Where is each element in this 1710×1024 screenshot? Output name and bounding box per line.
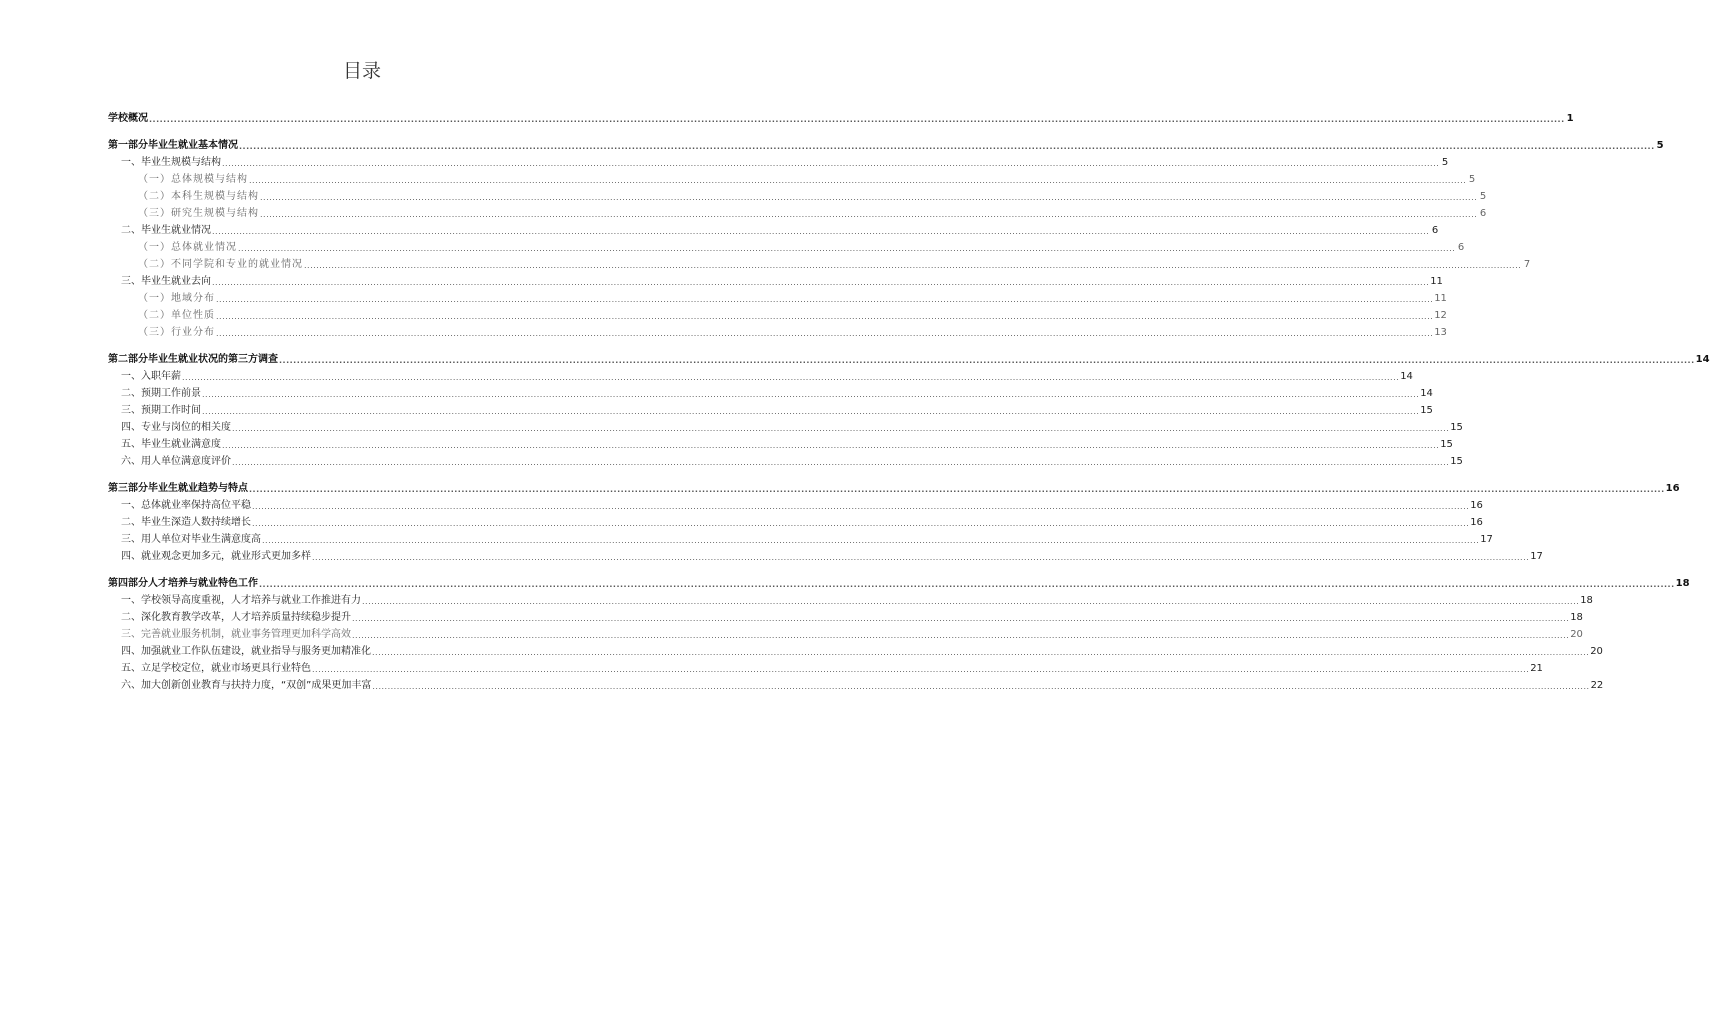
toc-entry[interactable] <box>108 366 1413 383</box>
toc-entry[interactable] <box>108 624 1583 641</box>
toc-entry[interactable] <box>108 254 1531 271</box>
dot-leader: ................................................................................................................................................................................................................................................................................................................................................................................................................ <box>352 614 1570 623</box>
dot-leader: ................................................................................................................................................................................................................................................................................................................................................................................................................ <box>202 390 1420 399</box>
dot-leader: ................................................................................................................................................................................................................................................................................................................................................................................................................ <box>202 407 1420 416</box>
toc-page-number: 5 <box>1479 191 1487 202</box>
toc-page-number: 6 <box>1431 225 1439 236</box>
dot-leader: ................................................................................................................................................................................................................................................................................................................................................................................................................ <box>222 441 1440 450</box>
dot-leader: ................................................................................................................................................................................................................................................................................................................................................................................................................ <box>259 580 1675 589</box>
toc-page-number: 6 <box>1479 208 1487 219</box>
toc-page-number: 5 <box>1441 157 1449 168</box>
dot-leader: ................................................................................................................................................................................................................................................................................................................................................................................................................ <box>238 244 1456 253</box>
toc-entry-label: （二）本科生规模与结构 <box>138 191 259 202</box>
toc-entry-label: （一）地域分布 <box>138 293 215 304</box>
toc-entry-label: （二）单位性质 <box>138 310 215 321</box>
toc-page-number: 13 <box>1434 327 1447 338</box>
toc-entry[interactable] <box>108 434 1453 451</box>
toc-page-number: 20 <box>1590 646 1603 657</box>
toc-part-entry[interactable] <box>108 135 1664 152</box>
dot-leader: ................................................................................................................................................................................................................................................................................................................................................................................................................ <box>149 115 1565 124</box>
toc-entry[interactable] <box>108 186 1487 203</box>
toc-entry[interactable] <box>108 512 1483 529</box>
toc-page-number: 17 <box>1530 551 1543 562</box>
toc-entry-label: 三、用人单位对毕业生满意度高 <box>121 534 261 545</box>
toc-entry[interactable] <box>108 169 1476 186</box>
toc-page-number: 20 <box>1570 629 1583 640</box>
toc-page-number: 15 <box>1450 422 1463 433</box>
toc-page-number: 1 <box>1566 113 1574 124</box>
toc-entry-label: 第三部分毕业生就业趋势与特点 <box>108 483 248 494</box>
toc-entry-label: 三、毕业生就业去向 <box>121 276 211 287</box>
toc-entry-label: （一）总体规模与结构 <box>138 174 248 185</box>
dot-leader: ................................................................................................................................................................................................................................................................................................................................................................................................................ <box>352 631 1570 640</box>
toc-entry[interactable] <box>108 590 1593 607</box>
dot-leader: ................................................................................................................................................................................................................................................................................................................................................................................................................ <box>312 553 1530 562</box>
dot-leader: ................................................................................................................................................................................................................................................................................................................................................................................................................ <box>260 210 1478 219</box>
toc-entry[interactable] <box>108 658 1543 675</box>
toc-page-number: 18 <box>1675 578 1690 589</box>
toc-entry-label: 二、预期工作前景 <box>121 388 201 399</box>
dot-leader: ................................................................................................................................................................................................................................................................................................................................................................................................................ <box>182 373 1400 382</box>
toc-page-number: 11 <box>1434 293 1447 304</box>
toc-entry[interactable] <box>108 203 1487 220</box>
toc-entry[interactable] <box>108 383 1433 400</box>
toc-entry[interactable] <box>108 529 1493 546</box>
dot-leader: ................................................................................................................................................................................................................................................................................................................................................................................................................ <box>216 312 1434 321</box>
toc-page-number: 7 <box>1523 259 1531 270</box>
toc-entry[interactable] <box>108 220 1439 237</box>
toc-page-number: 14 <box>1420 388 1433 399</box>
toc-entry-label: 第四部分人才培养与就业特色工作 <box>108 578 258 589</box>
toc-part-entry[interactable] <box>108 478 1680 495</box>
toc-entry-label: 三、完善就业服务机制，就业事务管理更加科学高效 <box>121 629 351 640</box>
toc-entry[interactable] <box>108 417 1463 434</box>
toc-page-number: 16 <box>1665 483 1680 494</box>
toc-entry-label: 第二部分毕业生就业状况的第三方调查 <box>108 354 278 365</box>
dot-leader: ................................................................................................................................................................................................................................................................................................................................................................................................................ <box>252 519 1470 528</box>
toc-entry-label: 二、毕业生深造人数持续增长 <box>121 517 251 528</box>
dot-leader: ................................................................................................................................................................................................................................................................................................................................................................................................................ <box>279 356 1695 365</box>
toc-page-number: 16 <box>1470 500 1483 511</box>
toc-entry[interactable] <box>108 641 1603 658</box>
toc-entry[interactable] <box>108 305 1447 322</box>
toc-page-number: 18 <box>1580 595 1593 606</box>
dot-leader: ................................................................................................................................................................................................................................................................................................................................................................................................................ <box>362 597 1580 606</box>
toc-entry[interactable] <box>108 271 1443 288</box>
toc-entry-label: 五、立足学校定位，就业市场更具行业特色 <box>121 663 311 674</box>
dot-leader: ................................................................................................................................................................................................................................................................................................................................................................................................................ <box>312 665 1530 674</box>
dot-leader: ................................................................................................................................................................................................................................................................................................................................................................................................................ <box>249 485 1665 494</box>
toc-title: 目录 <box>342 60 381 82</box>
toc-entry-label: 二、深化教育教学改革，人才培养质量持续稳步提升 <box>121 612 351 623</box>
toc-entry-label: （二）不同学院和专业的就业情况 <box>138 259 303 270</box>
toc-page-number: 14 <box>1695 354 1710 365</box>
toc-entry[interactable] <box>108 451 1463 468</box>
dot-leader: ................................................................................................................................................................................................................................................................................................................................................................................................................ <box>232 424 1450 433</box>
toc-page-number: 21 <box>1530 663 1543 674</box>
dot-leader: ................................................................................................................................................................................................................................................................................................................................................................................................................ <box>216 295 1434 304</box>
toc-page-number: 12 <box>1434 310 1447 321</box>
toc-entry[interactable] <box>108 288 1447 305</box>
toc-page-number: 18 <box>1570 612 1583 623</box>
toc-page-number: 22 <box>1590 680 1604 691</box>
dot-leader: ................................................................................................................................................................................................................................................................................................................................................................................................................ <box>304 261 1522 270</box>
toc-entry-label: （三）研究生规模与结构 <box>138 208 259 219</box>
toc-entry-label: 五、毕业生就业满意度 <box>121 439 221 450</box>
toc-page-number: 17 <box>1480 534 1493 545</box>
table-of-contents <box>108 108 1710 692</box>
toc-page-number: 6 <box>1457 242 1465 253</box>
toc-page-number: 5 <box>1656 140 1664 151</box>
dot-leader: ................................................................................................................................................................................................................................................................................................................................................................................................................ <box>222 159 1440 168</box>
toc-entry-label: （一）总体就业情况 <box>138 242 237 253</box>
toc-page-number: 11 <box>1430 276 1443 287</box>
dot-leader: ................................................................................................................................................................................................................................................................................................................................................................................................................ <box>372 682 1590 691</box>
toc-entry-label: 一、入职年薪 <box>121 371 181 382</box>
toc-part-entry[interactable] <box>108 108 1574 125</box>
toc-page-number: 16 <box>1470 517 1483 528</box>
dot-leader: ................................................................................................................................................................................................................................................................................................................................................................................................................ <box>212 278 1430 287</box>
toc-page-number: 15 <box>1420 405 1433 416</box>
toc-entry-label: （三）行业分布 <box>138 327 215 338</box>
toc-entry[interactable] <box>108 322 1447 339</box>
toc-entry[interactable] <box>108 152 1449 169</box>
dot-leader: ................................................................................................................................................................................................................................................................................................................................................................................................................ <box>262 536 1480 545</box>
dot-leader: ................................................................................................................................................................................................................................................................................................................................................................................................................ <box>239 142 1655 151</box>
toc-entry-label: 四、专业与岗位的相关度 <box>121 422 231 433</box>
toc-entry-label: 四、就业观念更加多元，就业形式更加多样 <box>121 551 311 562</box>
toc-page-number: 5 <box>1468 174 1476 185</box>
toc-entry-label: 二、毕业生就业情况 <box>121 225 211 236</box>
toc-page-number: 15 <box>1450 456 1463 467</box>
toc-entry-label: 一、学校领导高度重视，人才培养与就业工作推进有力 <box>121 595 361 606</box>
toc-entry[interactable] <box>108 675 1604 692</box>
dot-leader: ................................................................................................................................................................................................................................................................................................................................................................................................................ <box>212 227 1430 236</box>
toc-entry-label: 三、预期工作时间 <box>121 405 201 416</box>
toc-entry-label: 四、加强就业工作队伍建设，就业指导与服务更加精准化 <box>121 646 371 657</box>
toc-entry-label: 六、用人单位满意度评价 <box>121 456 231 467</box>
dot-leader: ................................................................................................................................................................................................................................................................................................................................................................................................................ <box>232 458 1450 467</box>
toc-entry-label: 一、毕业生规模与结构 <box>121 157 221 168</box>
dot-leader: ................................................................................................................................................................................................................................................................................................................................................................................................................ <box>252 502 1470 511</box>
toc-entry[interactable] <box>108 495 1483 512</box>
toc-entry-label: 六、加大创新创业教育与扶持力度，“双创”成果更加丰富 <box>121 680 372 691</box>
toc-entry[interactable] <box>108 546 1543 563</box>
toc-page-number: 15 <box>1440 439 1453 450</box>
toc-part-entry[interactable] <box>108 573 1690 590</box>
toc-part-entry[interactable] <box>108 349 1710 366</box>
toc-entry-label: 一、总体就业率保持高位平稳 <box>121 500 251 511</box>
toc-entry-label: 学校概况 <box>108 113 148 124</box>
dot-leader: ................................................................................................................................................................................................................................................................................................................................................................................................................ <box>249 176 1467 185</box>
dot-leader: ................................................................................................................................................................................................................................................................................................................................................................................................................ <box>216 329 1434 338</box>
toc-entry[interactable] <box>108 237 1465 254</box>
toc-entry[interactable] <box>108 607 1583 624</box>
dot-leader: ................................................................................................................................................................................................................................................................................................................................................................................................................ <box>260 193 1478 202</box>
toc-entry-label: 第一部分毕业生就业基本情况 <box>108 140 238 151</box>
toc-entry[interactable] <box>108 400 1433 417</box>
dot-leader: ................................................................................................................................................................................................................................................................................................................................................................................................................ <box>372 648 1590 657</box>
toc-page-number: 14 <box>1400 371 1413 382</box>
